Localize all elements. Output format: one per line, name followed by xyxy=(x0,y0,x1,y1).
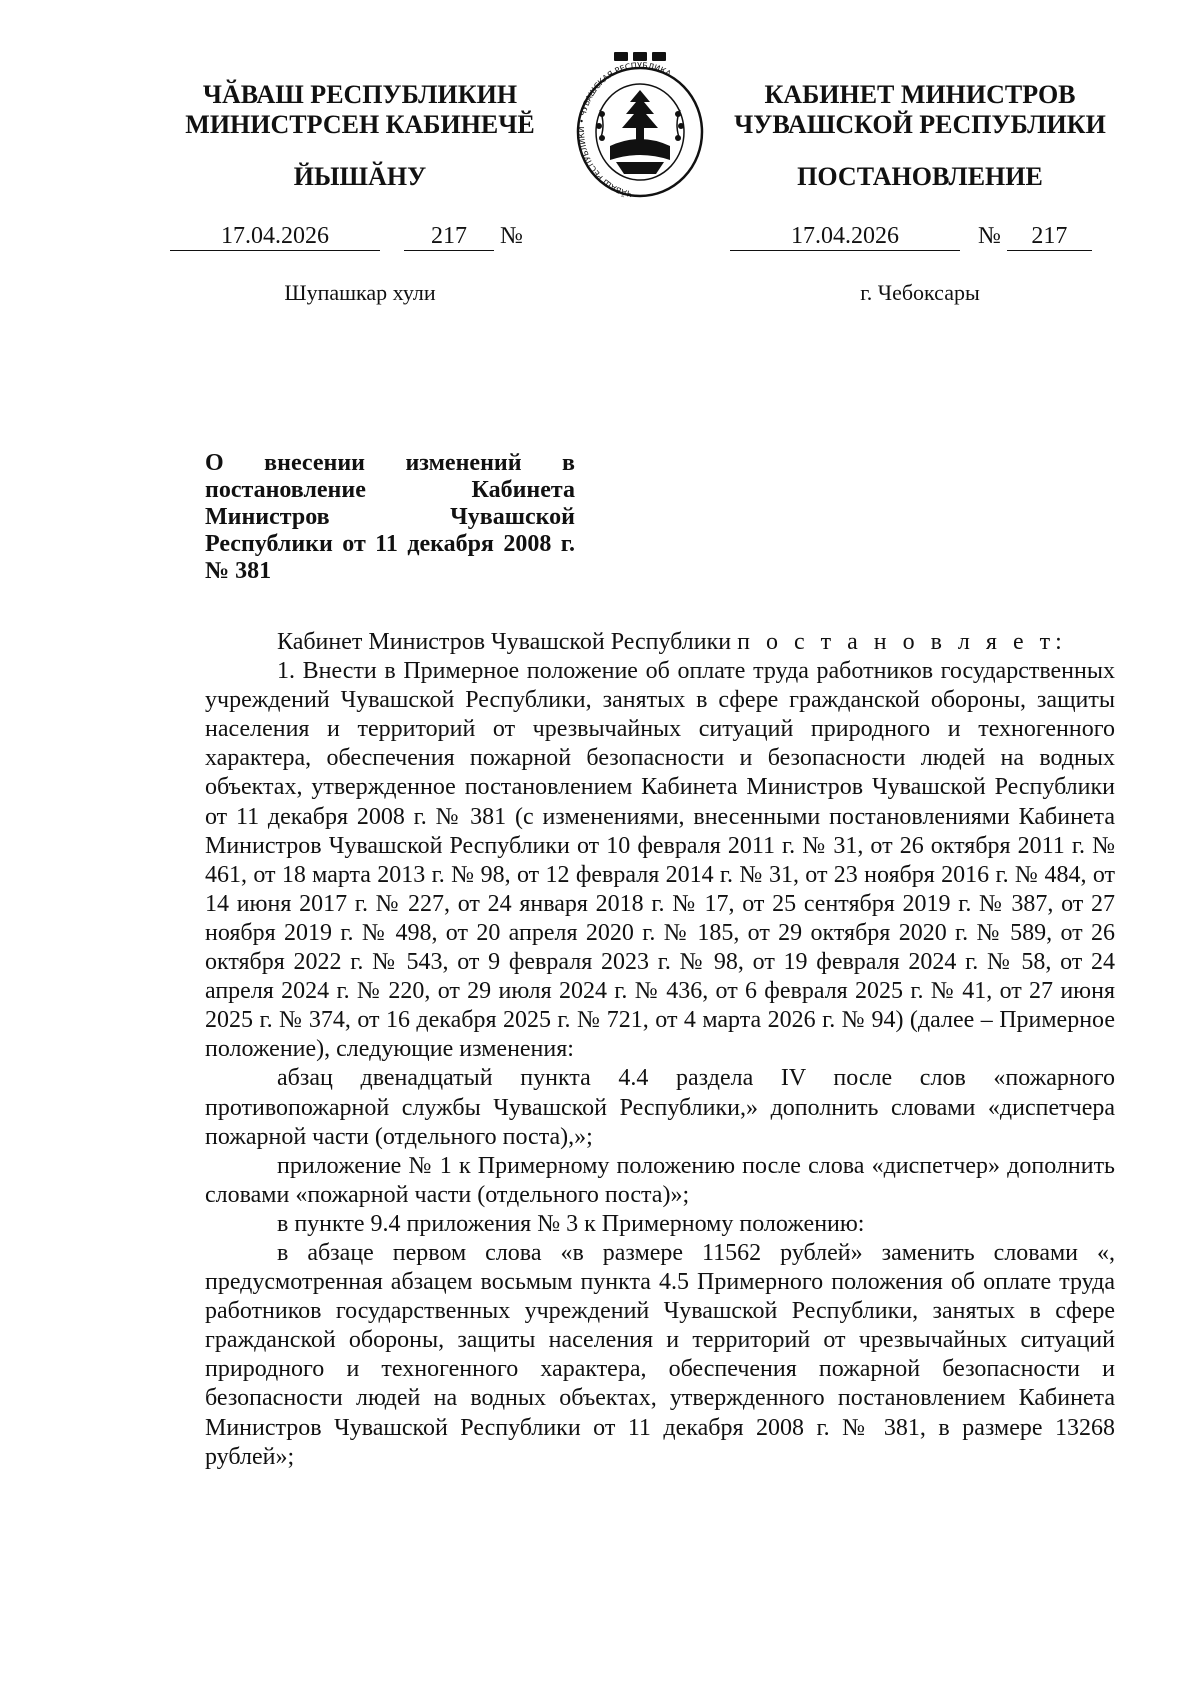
document-subject: О внесении изменений в постановление Кабинета Министров Чувашской Республики от 11 декабря 2008 г. № 381 xyxy=(205,450,575,584)
intro-text: Кабинет Министров Чувашской Республики xyxy=(277,629,732,655)
header-left-title xyxy=(150,80,570,140)
number-right: 217 xyxy=(1007,222,1092,251)
body-paragraph: в пункте 9.4 приложения № 3 к Примерному положению: xyxy=(277,1210,865,1237)
no-sign-right: № xyxy=(978,223,1001,249)
doc-type-right: ПОСТАНОВЛЕНИЕ xyxy=(797,162,1043,191)
number-line-right xyxy=(730,222,1092,251)
header-right-line-2: ЧУВАШСКОЙ РЕСПУБЛИКИ xyxy=(734,110,1106,139)
body-paragraph: 1. Внести в Примерное положение об оплате труда работников государственных учреждений Чувашской Республики, занятых в сфере гражданской обороны, защиты населения и территорий от чрезвычайных ситуаций природного и техногенного характера, обеспечения пожарной безопасности и безопасности людей на водных объектах, утвержденное постановлением Кабинета Министров Чувашской Республики от 11 декабря 2008 г. № 381 (с изменениями, внесенными постановлениями Кабинета Министров Чувашской Республики от 10 февраля 2011 г. № 31, от 26 октября 2011 г. № 461, от 18 марта 2013 г. № 98, от 12 февраля 2014 г. № 31, от 23 ноября 2016 г. № 484, от 14 июня 2017 г. № 227, от 24 января 2018 г. № 17, от 25 сентября 2019 г. № 387, от 27 ноября 2019 г. № 498, от 20 апреля 2020 г. № 185, от 29 октября 2020 г. № 589, от 26 октября 2022 г. № 543, от 9 февраля 2023 г. № 98, от 19 февраля 2024 г. № 58, от 24 апреля 2024 г. № 220, от 29 июля 2024 г. № 436, от 6 февраля 2025 г. № 41, от 27 июня 2025 г. № 374, от 16 декабря 2025 г. № 721, от 4 марта 2026 г. № 94) (далее – Примерное положение), следующие изменения: xyxy=(205,658,1115,1063)
city-right: г. Чебоксары xyxy=(860,280,980,305)
header-right-line-1: КАБИНЕТ МИНИСТРОВ xyxy=(764,80,1076,109)
document-body xyxy=(205,628,1115,1472)
body-paragraph: в абзаце первом слова «в размере 11562 рублей» заменить словами «, предусмотренная абзацем восьмым пункта 4.5 Примерного положения об оплате труда работников государственных учреждений Чувашской Республики, занятых в сфере гражданской обороны, защиты населения и территорий от чрезвычайных ситуаций природного и техногенного характера, обеспечения пожарной безопасности и безопасности людей на водных объектах, утвержденного постановлением Кабинета Министров Чувашской Республики от 11 декабря 2008 г. № 381, в размере 13268 рублей»; xyxy=(205,1239,1115,1470)
doc-type-left: ЙЫШӐНУ xyxy=(293,162,427,191)
city-left: Шупашкар хули xyxy=(284,280,436,305)
coat-of-arms-icon xyxy=(570,50,710,200)
body-paragraph: абзац двенадцатый пункта 4.4 раздела IV после слов «пожарного противопожарной службы Чувашской Республики,» дополнить словами «диспетчера пожарной части (отдельного поста),»; xyxy=(205,1065,1115,1150)
no-sign-left: № xyxy=(500,223,523,249)
intro-verb: п о с т а н о в л я е т: xyxy=(737,629,1067,655)
intro-paragraph xyxy=(205,628,1115,657)
header-right-title xyxy=(710,80,1130,140)
body-paragraph: приложение № 1 к Примерному положению после слова «диспетчер» дополнить словами «пожарной части (отдельного поста)»; xyxy=(205,1152,1115,1208)
number-line-left xyxy=(170,222,523,251)
date-left: 17.04.2026 xyxy=(170,222,380,251)
emblem-ring-text xyxy=(577,61,673,199)
header-left-line-2: МИНИСТРСЕН КАБИНЕЧӖ xyxy=(185,110,535,139)
header-left-line-1: ЧӐВАШ РЕСПУБЛИКИН xyxy=(202,80,518,109)
emblem-ring-textpath: ЧӐВАШ РЕСПУБЛИКИ • ЧУВАШСКАЯ РЕСПУБЛИКА xyxy=(577,60,673,199)
number-left: 217 xyxy=(404,222,494,251)
date-right: 17.04.2026 xyxy=(730,222,960,251)
coat-of-arms-emblem xyxy=(570,50,710,200)
